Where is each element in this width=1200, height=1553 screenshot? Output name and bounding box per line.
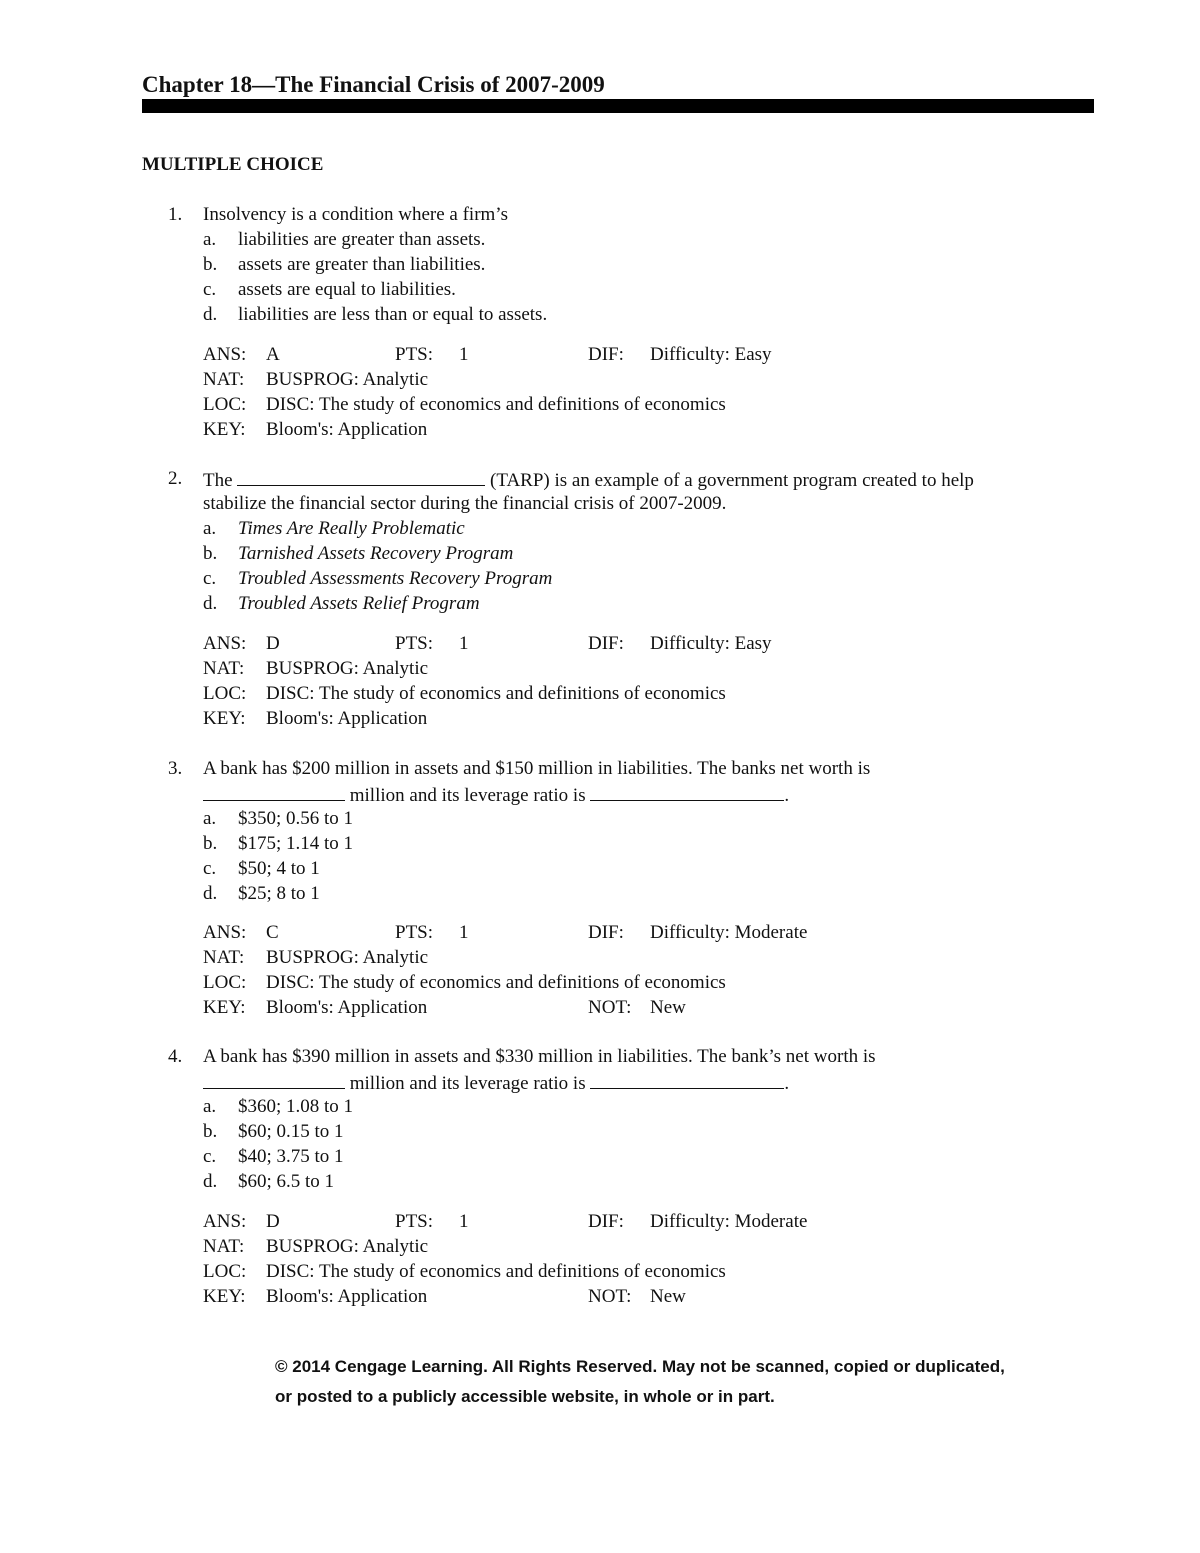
option-d: d. $60; 6.5 to 1 bbox=[203, 1171, 335, 1192]
key-row: KEY: Bloom's: Application bbox=[203, 419, 428, 440]
ans-row: ANS: D PTS: 1 DIF: Difficulty: Easy bbox=[203, 633, 772, 654]
nat-row: NAT: BUSPROG: Analytic bbox=[203, 947, 429, 968]
option-b: b. assets are greater than liabilities. bbox=[203, 254, 486, 275]
option-b: b. $175; 1.14 to 1 bbox=[203, 833, 354, 854]
ans-row: ANS: A PTS: 1 DIF: Difficulty: Easy bbox=[203, 344, 772, 365]
option-a: a. $350; 0.56 to 1 bbox=[203, 808, 354, 829]
options-list bbox=[203, 806, 353, 906]
answer-metadata bbox=[203, 1209, 1103, 1309]
option-a: a. liabilities are greater than assets. bbox=[203, 229, 486, 250]
question-stem: The (TARP) is an example of a government program created to help stabilize the financial sector during the financial crisis of 2007-2009. bbox=[203, 466, 1063, 516]
question-number: 1. bbox=[168, 204, 183, 225]
nat-row: NAT: BUSPROG: Analytic bbox=[203, 1236, 429, 1257]
answer-blank bbox=[237, 466, 485, 486]
section-heading: MULTIPLE CHOICE bbox=[142, 154, 324, 175]
answer-metadata bbox=[203, 920, 1103, 1020]
option-d: d. liabilities are less than or equal to assets. bbox=[203, 304, 548, 325]
option-c: c. assets are equal to liabilities. bbox=[203, 279, 456, 300]
option-a: a. Times Are Really Problematic bbox=[203, 518, 465, 539]
title-rule bbox=[142, 99, 1094, 113]
loc-row: LOC: DISC: The study of economics and definitions of economics bbox=[203, 1261, 726, 1282]
option-c: c. $50; 4 to 1 bbox=[203, 858, 320, 879]
nat-row: NAT: BUSPROG: Analytic bbox=[203, 658, 429, 679]
option-d: d. $25; 8 to 1 bbox=[203, 883, 320, 904]
options-list bbox=[203, 1094, 353, 1194]
leverage-blank bbox=[590, 781, 784, 801]
ans-row: ANS: D PTS: 1 DIF: Difficulty: Moderate bbox=[203, 1211, 808, 1232]
loc-row: LOC: DISC: The study of economics and definitions of economics bbox=[203, 394, 726, 415]
answer-metadata bbox=[203, 631, 1103, 731]
question-number: 4. bbox=[168, 1046, 183, 1067]
key-row: KEY: Bloom's: Application NOT: New bbox=[203, 997, 686, 1018]
question-stem: A bank has $200 million in assets and $150 million in liabilities. The banks net worth is million and its leverage ratio is . bbox=[203, 758, 871, 806]
options-list bbox=[203, 516, 552, 616]
option-a: a. $360; 1.08 to 1 bbox=[203, 1096, 354, 1117]
question-stem: Insolvency is a condition where a firm’s bbox=[203, 204, 508, 225]
question-stem: A bank has $390 million in assets and $330 million in liabilities. The bank’s net worth is million and its leverage ratio is . bbox=[203, 1046, 876, 1094]
option-d: d. Troubled Assets Relief Program bbox=[203, 593, 480, 614]
footer-line-2: or posted to a publicly accessible website, in whole or in part. bbox=[275, 1387, 775, 1406]
question-number: 3. bbox=[168, 758, 183, 779]
option-c: c. Troubled Assessments Recovery Program bbox=[203, 568, 553, 589]
question-number: 2. bbox=[168, 468, 183, 489]
option-b: b. $60; 0.15 to 1 bbox=[203, 1121, 344, 1142]
chapter-title: Chapter 18—The Financial Crisis of 2007-2009 bbox=[142, 72, 605, 97]
options-list bbox=[203, 227, 547, 327]
net-worth-blank bbox=[203, 1069, 345, 1089]
footer-line-1: © 2014 Cengage Learning. All Rights Reserved. May not be scanned, copied or duplicated, bbox=[275, 1357, 1005, 1376]
leverage-blank bbox=[590, 1069, 784, 1089]
loc-row: LOC: DISC: The study of economics and definitions of economics bbox=[203, 683, 726, 704]
answer-metadata bbox=[203, 342, 1103, 442]
key-row: KEY: Bloom's: Application NOT: New bbox=[203, 1286, 686, 1307]
key-row: KEY: Bloom's: Application bbox=[203, 708, 428, 729]
loc-row: LOC: DISC: The study of economics and definitions of economics bbox=[203, 972, 726, 993]
copyright-footer bbox=[275, 1352, 1005, 1412]
option-b: b. Tarnished Assets Recovery Program bbox=[203, 543, 514, 564]
net-worth-blank bbox=[203, 781, 345, 801]
nat-row: NAT: BUSPROG: Analytic bbox=[203, 369, 429, 390]
option-c: c. $40; 3.75 to 1 bbox=[203, 1146, 344, 1167]
ans-row: ANS: C PTS: 1 DIF: Difficulty: Moderate bbox=[203, 922, 808, 943]
